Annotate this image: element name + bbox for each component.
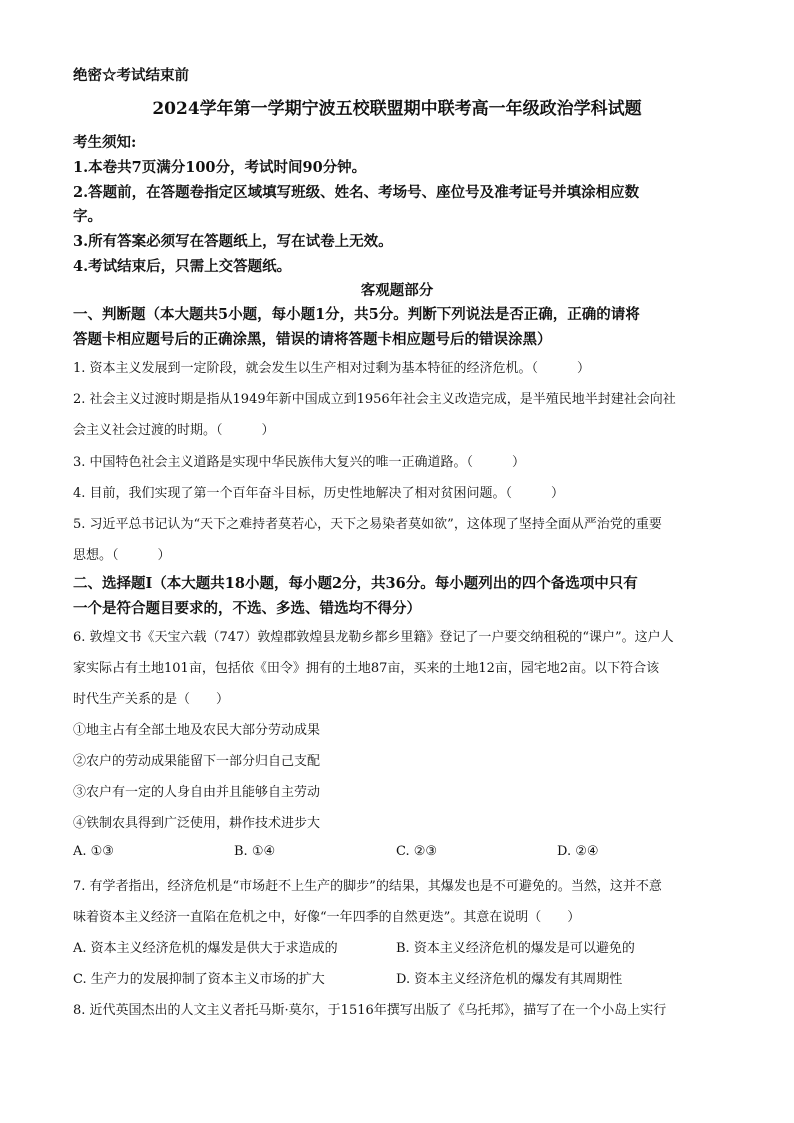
- question-6-cont: 家实际占有土地101亩，包括依《田令》拥有的土地87亩，买来的土地12亩，园宅地2亩。以下符合该: [73, 661, 660, 676]
- notice-item: 字。: [73, 208, 102, 225]
- question-1: 1. 资本主义发展到一定阶段，就会发生以生产相对过剩为基本特征的经济危机。（ ）: [73, 361, 591, 376]
- question-5: 5. 习近平总书记认为“天下之难持者莫若心，天下之易染者莫如欲”，这体现了坚持全面从严治党的重要: [73, 517, 662, 532]
- notice-item: 4.考试结束后，只需上交答题纸。: [73, 258, 292, 275]
- question-7-option-d: D. 资本主义经济危机的爆发有其周期性: [396, 972, 623, 987]
- question-6-option-c: C. ②③: [396, 844, 438, 859]
- question-2-cont: 会主义社会过渡的时期。（ ）: [73, 423, 275, 438]
- question-7-option-a: A. 资本主义经济危机的爆发是供大于求造成的: [73, 941, 338, 956]
- question-6-option-b: B. ①④: [234, 844, 276, 859]
- page-title: 2024学年第一学期宁波五校联盟期中联考高一年级政治学科试题: [152, 99, 642, 119]
- part1-heading-cont: 答题卡相应题号后的正确涂黑，错误的请将答题卡相应题号后的错误涂黑）: [73, 331, 552, 348]
- question-6-cont: 时代生产关系的是（ ）: [73, 692, 230, 707]
- question-2: 2. 社会主义过渡时期是指从1949年新中国成立到1956年社会主义改造完成，是半殖民地半封建社会向社: [73, 392, 676, 407]
- question-6-item: ③农户有一定的人身自由并且能够自主劳动: [73, 785, 321, 800]
- question-6-option-d: D. ②④: [557, 844, 599, 859]
- section-heading: 客观题部分: [360, 282, 434, 299]
- question-6-option-a: A. ①③: [73, 844, 114, 859]
- question-6: 6. 敦煌文书《天宝六载（747）敦煌郡敦煌县龙勒乡都乡里籍》登记了一户要交纳租税的“课户”。这户人: [73, 630, 674, 645]
- question-6-item: ②农户的劳动成果能留下一部分归自己支配: [73, 754, 321, 769]
- question-6-item: ④铁制农具得到广泛使用，耕作技术进步大: [73, 816, 321, 831]
- notice-item: 2.答题前，在答题卷指定区域填写班级、姓名、考场号、座位号及准考证号并填涂相应数: [73, 184, 640, 201]
- question-6-item: ①地主占有全部土地及农民大部分劳动成果: [73, 723, 321, 738]
- question-7-option-b: B. 资本主义经济危机的爆发是可以避免的: [396, 941, 635, 956]
- question-3: 3. 中国特色社会主义道路是实现中华民族伟大复兴的唯一正确道路。（ ）: [73, 455, 526, 470]
- notice-item: 1.本卷共7页满分100分，考试时间90分钟。: [73, 159, 367, 176]
- question-5-cont: 思想。（ ）: [73, 548, 171, 563]
- part2-heading-cont: 一个是符合题目要求的，不选、多选、错选均不得分）: [73, 600, 421, 617]
- notice-item: 3.所有答案必须写在答题纸上，写在试卷上无效。: [73, 233, 393, 250]
- question-4: 4. 目前，我们实现了第一个百年奋斗目标，历史性地解决了相对贫困问题。（ ）: [73, 486, 565, 501]
- question-7-option-c: C. 生产力的发展抑制了资本主义市场的扩大: [73, 972, 325, 987]
- question-7: 7. 有学者指出，经济危机是“市场赶不上生产的脚步”的结果，其爆发也是不可避免的。当然，这并不意: [73, 879, 662, 894]
- part2-heading: 二、选择题Ⅰ（本大题共18小题，每小题2分，共36分。每小题列出的四个备选项中只有: [73, 575, 638, 592]
- notice-heading: 考生须知:: [73, 134, 137, 151]
- question-7-cont: 味着资本主义经济一直陷在危机之中，好像“一年四季的自然更迭”。其意在说明（ ）: [73, 910, 581, 925]
- secret-label: 绝密☆考试结束前: [73, 67, 189, 84]
- part1-heading: 一、判断题（本大题共5小题，每小题1分，共5分。判断下列说法是否正确，正确的请将: [73, 306, 640, 323]
- question-8: 8. 近代英国杰出的人文主义者托马斯·莫尔，于1516年撰写出版了《乌托邦》，描写了在一个小岛上实行: [73, 1003, 667, 1018]
